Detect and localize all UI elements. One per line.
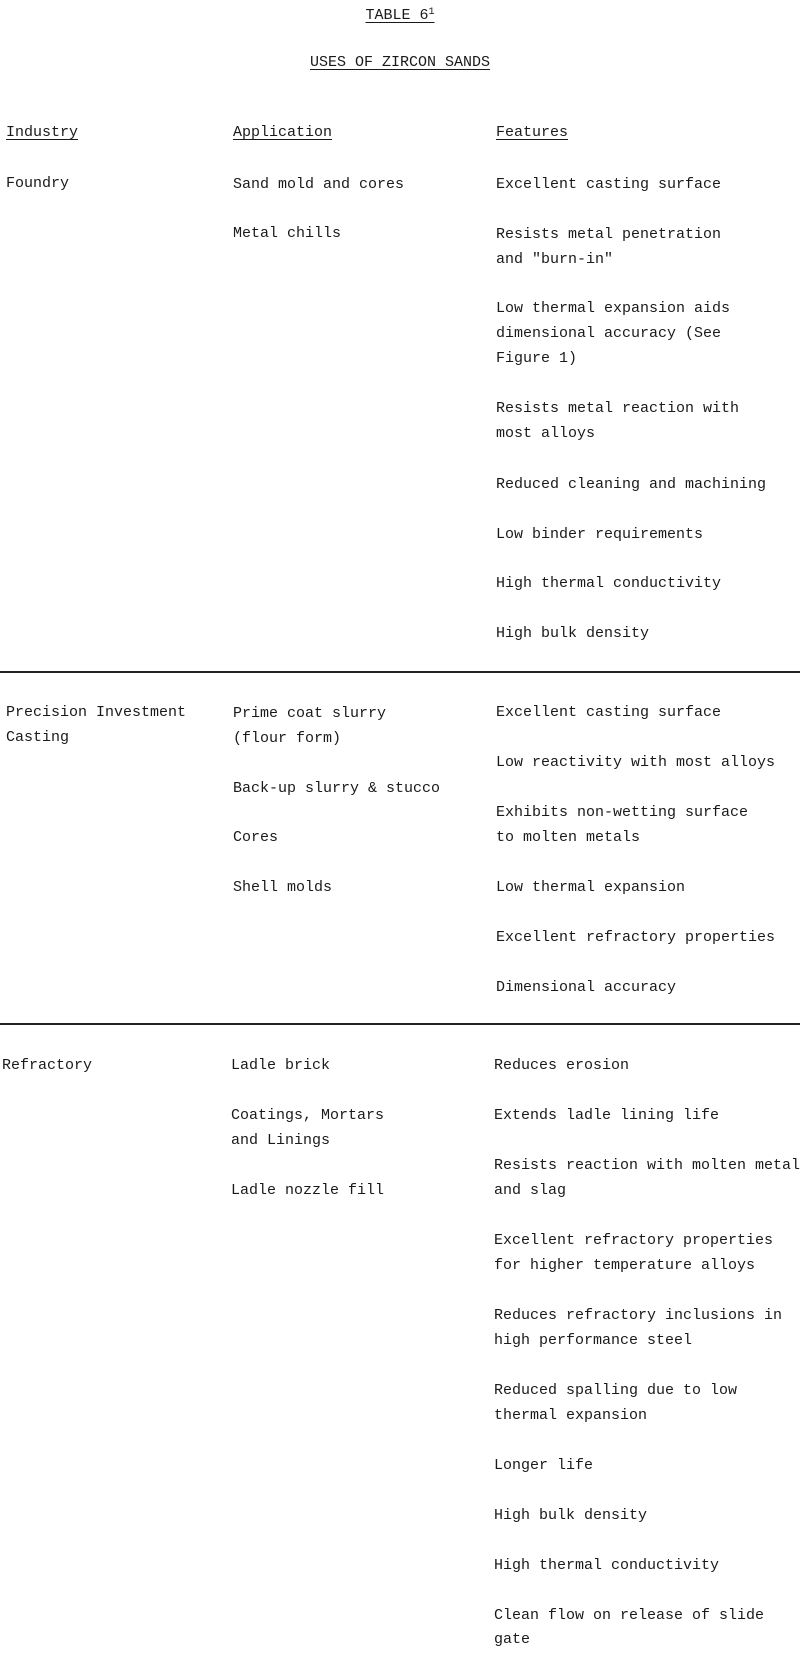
feature-cell: Longer life (494, 1457, 594, 1474)
feature-cell: Reduced cleaning and machining (496, 476, 767, 493)
feature-cell: Reduces refractory inclusions in (494, 1307, 783, 1324)
feature-cell: Resists reaction with molten metal (494, 1157, 800, 1174)
table-title: USES OF ZIRCON SANDS (309, 54, 491, 71)
feature-cell: Excellent refractory properties (496, 929, 776, 946)
feature-cell: Exhibits non-wetting surface (496, 804, 749, 821)
industry-cell: Refractory (2, 1057, 93, 1074)
header-industry: Industry (6, 124, 79, 141)
application-cell: Cores (233, 829, 279, 846)
application-cell: and Linings (231, 1132, 331, 1149)
industry-cell: Foundry (6, 175, 70, 192)
feature-cell: High bulk density (494, 1507, 648, 1524)
feature-cell: Low thermal expansion aids (496, 300, 731, 317)
table-number (0, 3, 800, 28)
section-divider (0, 1023, 800, 1025)
feature-cell: Resists metal reaction with (496, 400, 740, 417)
feature-cell: High bulk density (496, 625, 650, 642)
application-cell: Ladle nozzle fill (231, 1182, 385, 1199)
feature-cell: Reduces erosion (494, 1057, 630, 1074)
feature-cell: Excellent refractory properties (494, 1232, 774, 1249)
feature-cell: and slag (494, 1182, 567, 1199)
table-number-label: TABLE 6 (365, 7, 429, 24)
application-cell: Ladle brick (231, 1057, 331, 1074)
application-cell: Sand mold and cores (233, 176, 405, 193)
feature-cell: Low binder requirements (496, 526, 704, 543)
feature-cell: dimensional accuracy (See (496, 325, 722, 342)
feature-cell: Dimensional accuracy (496, 979, 677, 996)
application-cell: Coatings, Mortars (231, 1107, 385, 1124)
header-application: Application (233, 124, 333, 141)
industry-cell: Precision Investment (6, 704, 187, 721)
feature-cell: Reduced spalling due to low (494, 1382, 738, 1399)
application-cell: Prime coat slurry (233, 705, 387, 722)
feature-cell: High thermal conductivity (496, 575, 722, 592)
feature-cell: High thermal conductivity (494, 1557, 720, 1574)
application-cell: Back-up slurry & stucco (233, 780, 441, 797)
feature-cell: Low thermal expansion (496, 879, 686, 896)
application-cell: (flour form) (233, 730, 342, 747)
industry-cell: Casting (6, 729, 70, 746)
feature-cell: for higher temperature alloys (494, 1257, 756, 1274)
feature-cell: Figure 1) (496, 350, 578, 367)
application-cell: Metal chills (233, 225, 342, 242)
header-features: Features (496, 124, 569, 141)
feature-cell: Excellent casting surface (496, 704, 722, 721)
feature-cell: to molten metals (496, 829, 641, 846)
section-divider (0, 671, 800, 673)
feature-cell: Low reactivity with most alloys (496, 754, 776, 771)
feature-cell: Resists metal penetration (496, 226, 722, 243)
table-footnote-marker: 1 (428, 7, 435, 18)
application-cell: Shell molds (233, 879, 333, 896)
feature-cell: thermal expansion (494, 1407, 648, 1424)
feature-cell: gate (494, 1631, 531, 1648)
feature-cell: Clean flow on release of slide (494, 1607, 765, 1624)
feature-cell: Extends ladle lining life (494, 1107, 720, 1124)
feature-cell: most alloys (496, 425, 596, 442)
feature-cell: high performance steel (494, 1332, 693, 1349)
feature-cell: Excellent casting surface (496, 176, 722, 193)
feature-cell: and "burn-in" (496, 251, 614, 268)
